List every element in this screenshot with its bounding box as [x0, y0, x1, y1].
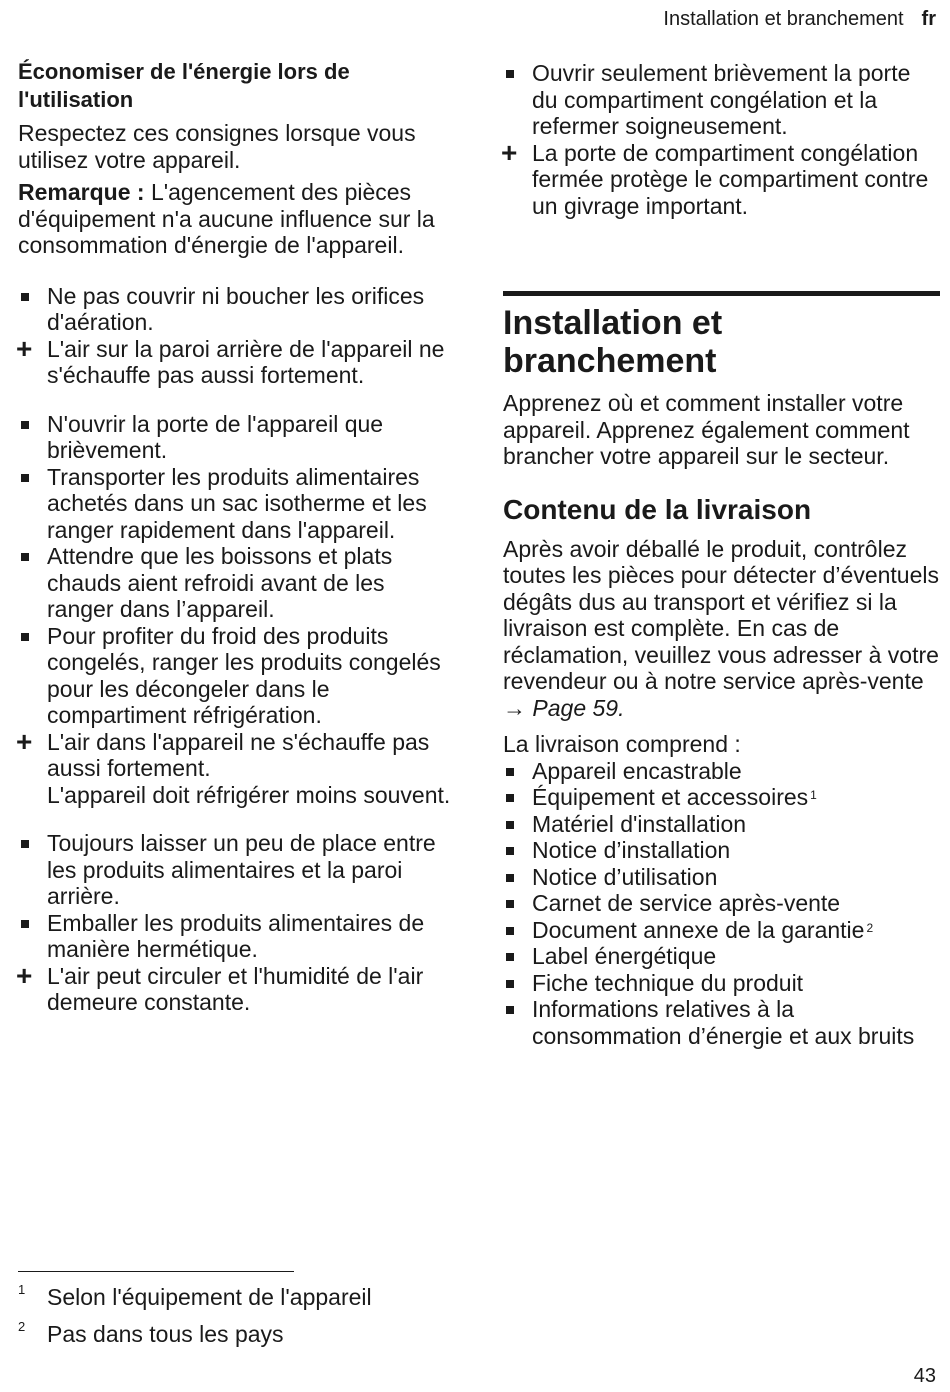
header-section-title: Installation et branchement — [663, 8, 904, 30]
delivery-item — [503, 784, 940, 811]
tip-group-2 — [18, 411, 453, 809]
page-reference-link[interactable]: → Page 59. — [503, 694, 625, 721]
delivery-item — [503, 917, 940, 944]
footnote-number: 2 — [18, 1319, 26, 1334]
tip-item: Transporter les produits alimentaires achetés dans un sac isotherme et les ranger rapidement dans l'appareil. — [18, 464, 453, 544]
left-column — [18, 58, 453, 1016]
footnote-rule — [18, 1271, 294, 1272]
tip-item: Attendre que les boissons et plats chauds aient refroidi avant de les ranger dans l’appareil. — [18, 543, 453, 623]
tip-group-3 — [18, 830, 453, 1016]
footnote-marker: 1 — [810, 788, 817, 802]
tip-group-1 — [18, 283, 453, 389]
benefit-item — [18, 729, 453, 809]
tip-item: N'ouvrir la porte de l'appareil que brièvement. — [18, 411, 453, 464]
delivery-item-text: Équipement et accessoires — [532, 784, 809, 810]
footnote-1 — [18, 1284, 372, 1311]
delivery-text-body: Après avoir déballé le produit, contrôlez toutes les pièces pour détecter d’éventuels dégâts dus au transport et vérifiez si la livraison est complète. En cas de réclamation, veuillez vous adresser à votre revendeur ou à notre service après-vente — [503, 535, 939, 694]
right-column — [503, 60, 940, 1049]
benefit-item: + La porte de compartiment congélation fermée protège le compartiment contre un givrage important. — [503, 140, 940, 220]
tip-item: Ne pas couvrir ni boucher les orifices d'aération. — [18, 283, 453, 336]
freezer-tips — [503, 60, 940, 219]
energy-intro: Respectez ces consignes lorsque vous utilisez votre appareil. — [18, 120, 416, 173]
delivery-list — [503, 758, 940, 1050]
note-label: Remarque : — [18, 179, 145, 205]
section-intro: Apprenez où et comment installer votre appareil. Apprenez également comment brancher votre appareil sur le secteur. — [503, 390, 910, 469]
page-number: 43 — [913, 1365, 936, 1387]
energy-note — [18, 179, 453, 259]
energy-subheading-line2: l'utilisation — [18, 87, 134, 112]
benefit-item: + L'air peut circuler et l'humidité de l'air demeure constante. — [18, 963, 453, 1016]
energy-subheading — [18, 58, 453, 114]
tip-item: Ouvrir seulement brièvement la porte du compartiment congélation et la refermer soigneusement. — [503, 60, 940, 140]
delivery-item: Matériel d'installation — [503, 811, 940, 838]
delivery-item: Notice d’utilisation — [503, 864, 940, 891]
benefit-line: L'appareil doit réfrigérer moins souvent. — [47, 781, 451, 808]
benefit-item: + L'air sur la paroi arrière de l'appareil ne s'échauffe pas aussi fortement. — [18, 336, 453, 389]
delivery-text — [503, 536, 940, 722]
tip-item: Pour profiter du froid des produits congelés, ranger les produits congelés pour les décongeler dans le compartiment réfrigération. — [18, 623, 453, 729]
footnote-text: Selon l'équipement de l'appareil — [47, 1284, 372, 1310]
note-text: L'agencement des pièces d'équipement n'a aucune influence sur la consommation d'énergie de l'appareil. — [18, 179, 435, 258]
energy-subheading-line1: Économiser de l'énergie lors de — [18, 59, 350, 84]
running-header — [663, 8, 936, 31]
header-language-code: fr — [921, 8, 936, 30]
delivery-item: Appareil encastrable — [503, 758, 940, 785]
delivery-item: Carnet de service après-vente — [503, 890, 940, 917]
delivery-item: Notice d’installation — [503, 837, 940, 864]
delivery-item: Informations relatives à la consommation d’énergie et aux bruits — [503, 996, 940, 1049]
footnote-marker: 2 — [866, 920, 874, 935]
delivery-item: Label énergétique — [503, 943, 940, 970]
footnote-number: 1 — [18, 1282, 26, 1297]
footnote-2 — [18, 1321, 284, 1348]
benefit-line: L'air dans l'appareil ne s'échauffe pas aussi fortement. — [47, 728, 430, 781]
delivery-item-text: Document annexe de la garantie — [532, 916, 865, 943]
tip-item: Emballer les produits alimentaires de manière hermétique. — [18, 910, 453, 963]
section-title: Installation et branchement — [503, 304, 723, 380]
section-rule — [503, 291, 940, 296]
delivery-heading: Contenu de la livraison — [503, 493, 812, 525]
footnote-text: Pas dans tous les pays — [47, 1321, 284, 1347]
delivery-list-intro: La livraison comprend : — [503, 731, 741, 757]
delivery-item: Fiche technique du produit — [503, 970, 940, 997]
tip-item: Toujours laisser un peu de place entre les produits alimentaires et la paroi arrière. — [18, 830, 453, 910]
